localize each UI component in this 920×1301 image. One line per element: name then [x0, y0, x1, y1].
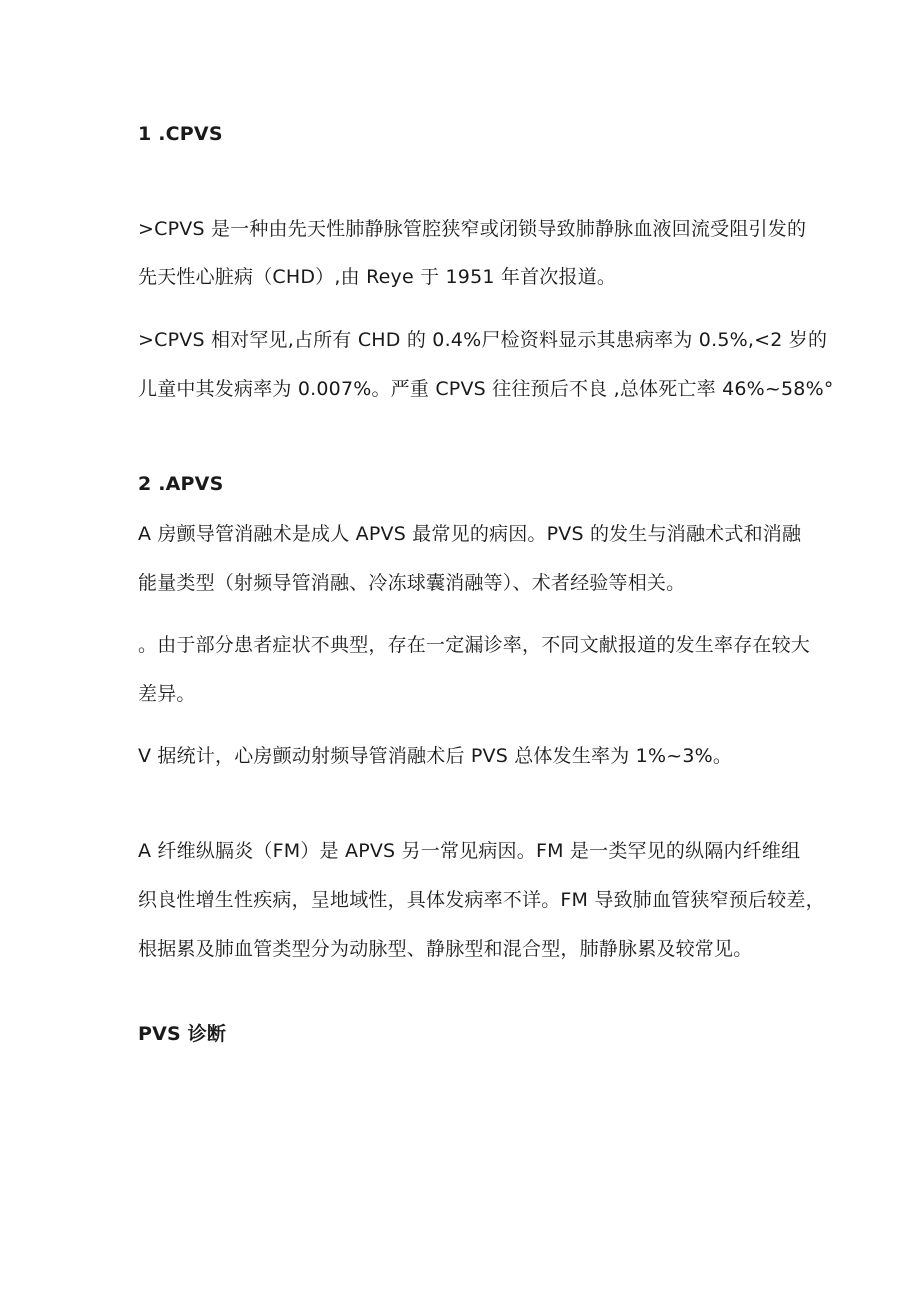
paragraph-line: 。由于部分患者症状不典型，存在一定漏诊率，不同文献报道的发生率存在较大 [138, 634, 811, 656]
paragraph-line: >CPVS 相对罕见,占所有 CHD 的 0.4%尸检资料显示其患病率为 0.5%,<2 岁的 [138, 329, 828, 351]
paragraph-line: 差异。 [138, 683, 196, 705]
paragraph-line: 根据累及肺血管类型分为动脉型、静脉型和混合型，肺静脉累及较常见。 [138, 938, 753, 960]
paragraph-line: >CPVS 是一种由先天性肺静脉管腔狭窄或闭锁导致肺静脉血液回流受阻引发的 [138, 218, 807, 240]
paragraph-line: 先天性心脏病（CHD）,由 Reye 于 1951 年首次报道。 [138, 266, 617, 288]
paragraph-line: 能量类型（射频导管消融、冷冻球囊消融等）、术者经验等相关。 [138, 572, 686, 594]
paragraph-line: V 据统计，心房颤动射频导管消融术后 PVS 总体发生率为 1%~3%。 [138, 745, 733, 767]
paragraph-line: 织良性增生性疾病，呈地域性，具体发病率不详。FM 导致肺血管狭窄预后较差， [138, 889, 825, 911]
section-heading-cpvs: 1 .CPVS [138, 123, 223, 145]
section-heading-pvs-diagnosis: PVS 诊断 [138, 1023, 227, 1045]
paragraph-line: A 房颤导管消融术是成人 APVS 最常见的病因。PVS 的发生与消融术式和消融 [138, 523, 802, 545]
paragraph-line: 儿童中其发病率为 0.007%。严重 CPVS 往往预后不良 ,总体死亡率 46%~58%° [138, 378, 834, 400]
section-heading-apvs: 2 .APVS [138, 473, 224, 495]
paragraph-line: A 纤维纵膈炎（FM）是 APVS 另一常见病因。FM 是一类罕见的纵隔内纤维组 [138, 840, 801, 862]
